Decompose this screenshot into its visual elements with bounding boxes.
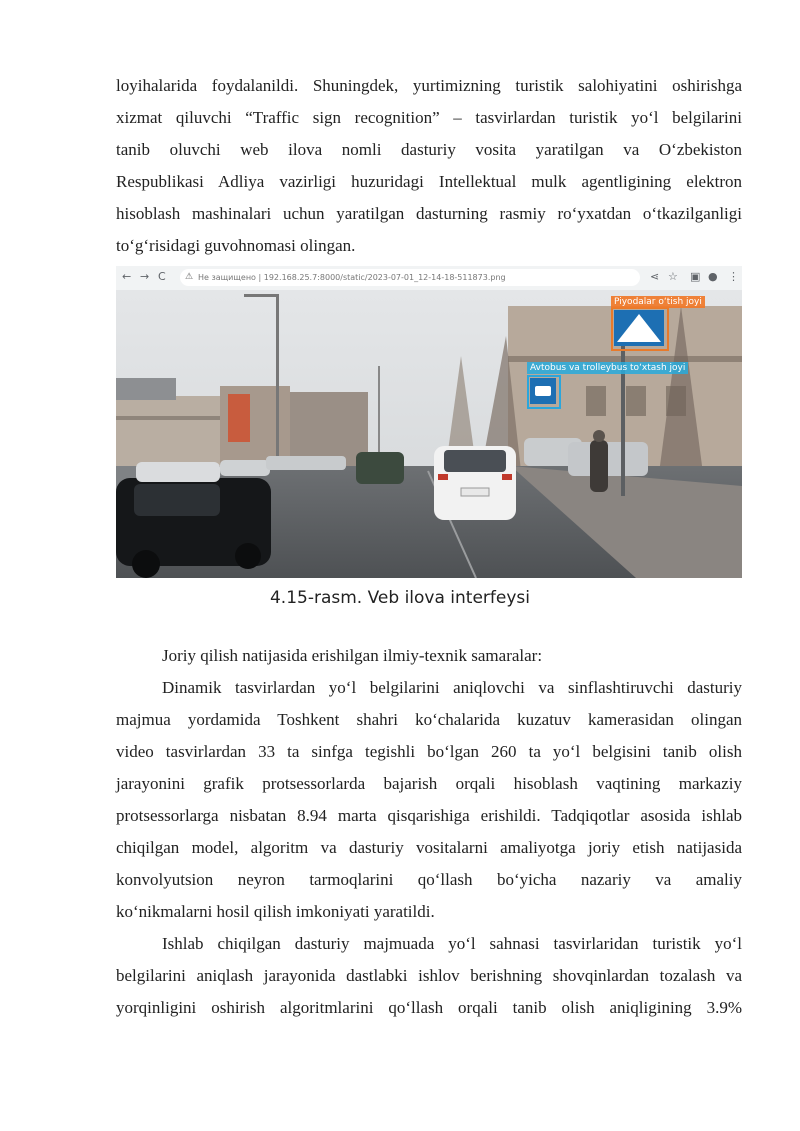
warning-icon: ⚠ [185,272,194,282]
text-line: jarayonini grafik protsessorlarda bajarish orqali hisoblash vaqtining markaziy [116,774,742,793]
detection-label-bus-stop: Avtobus va trolleybus to‘xtash joyi [527,362,688,374]
text-line: konvolyutsion neyron tarmoqlarini qo‘llash bo‘yicha nazariy va amaliy [116,870,742,889]
detection-label-crossing: Piyodalar o‘tish joyi [611,296,705,308]
paragraph-3 [116,928,742,1024]
text-line: loyihalarida foydalanildi. Shuningdek, yurtimizning turistik salohiyatini oshirishga [116,76,742,95]
text-line: to‘g‘risidagi guvohnomasi olingan. [116,236,356,255]
section-lead [116,640,742,672]
text-line: video tasvirlardan 33 ta sinfga tegishli bo‘lgan 260 ta yo‘l belgisini tanib olish [116,742,742,761]
reload-icon[interactable]: C [158,270,166,283]
menu-icon[interactable]: ⋮ [728,270,739,283]
security-label: Не защищено [198,273,256,282]
url-text: 192.168.25.7:8000/static/2023-07-01_12-14-18-511873.png [263,273,506,282]
text-line: Dinamik tasvirlardan yo‘l belgilarini aniqlovchi va sinflashtiruvchi dasturiy [162,678,742,697]
text-line: ko‘nikmalarni hosil qilish imkoniyati yaratildi. [116,902,435,921]
forward-icon[interactable]: → [140,270,150,283]
text-line: Joriy qilish natijasida erishilgan ilmiy-texnik samaralar: [162,646,543,665]
text-line: Respublikasi Adliya vazirligi huzuridagi Intellektual mulk agentligining elektron [116,172,742,191]
star-icon[interactable]: ☆ [668,270,678,283]
text-line: yorqinligini oshirish algoritmlarini qo‘llash orqali tanib olish aniqligining 3.9% [116,998,742,1017]
detection-box-bus-stop [527,375,561,409]
profile-icon[interactable]: ● [708,270,718,283]
text-line: protsessorlarga nisbatan 8.94 marta qisqarishiga erishildi. Tadqiqotlar asosida ishlab [116,806,742,825]
share-icon[interactable]: ⋖ [650,270,660,283]
text-line: xizmat qiluvchi “Traffic sign recognition” – tasvirlardan turistik yo‘l belgilarini [116,108,742,127]
text-line: belgilarini aniqlash jarayonida dastlabki ishlov berishning shovqinlardan tozalash va [116,966,742,985]
text-line: tanib oluvchi web ilova nomli dasturiy vosita yaratilgan va O‘zbekiston [116,140,742,159]
address-bar[interactable]: ⚠ Не защищено | 192.168.25.7:8000/static/2023-07-01_12-14-18-511873.png [180,269,640,286]
web-app-screenshot [116,266,742,578]
top-paragraph [116,70,742,262]
text-line: hisoblash mashinalari uchun yaratilgan dasturning rasmiy ro‘yxatdan o‘tkazilganligi [116,204,742,223]
paragraph-2 [116,672,742,928]
text-line: majmua yordamida Toshkent shahri ko‘chalarida kuzatuv kamerasidan olingan [116,710,742,729]
text-line: Ishlab chiqilgan dasturiy majmuada yo‘l sahnasi tasvirlaridan turistik yo‘l [162,934,742,953]
tab-icon[interactable]: ▣ [690,270,701,283]
detection-box-crossing [611,307,669,351]
browser-toolbar [116,266,742,290]
figure-caption: 4.15-rasm. Veb ilova interfeysi [269,588,530,608]
back-icon[interactable]: ← [122,270,132,283]
text-line: chiqilgan model, algoritm va dasturiy vositalarni amaliyotga joriy etish natijasida [116,838,742,857]
